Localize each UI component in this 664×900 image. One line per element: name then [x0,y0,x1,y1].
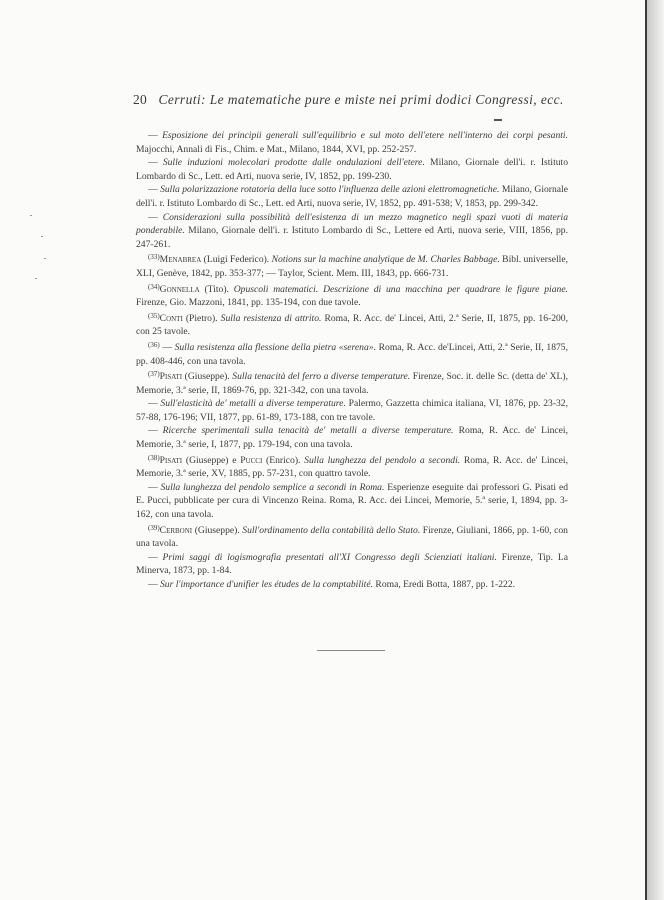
bibliography-entry [136,156,568,183]
entry-connector: — [148,157,163,169]
entry-title: Sur l'importance d'unifier les études de la comptabilité. [160,579,374,590]
entry-publication: Firenze, Giuliani, 1866, pp. 1-60, con una tavola. [136,524,568,550]
entry-publication: Milano, Giornale dell'i. r. Istituto Lombardo di Sc., Lettere ed Arti, nuova serie, VIII, 1856, pp. 247-261. [136,225,568,250]
entry-connector: — [148,579,160,590]
entry-title: Sull'ordinamento della contabilità dello Stato. [242,524,421,536]
entry-reference-number: (36) [148,340,160,349]
bibliography-entry [136,310,568,339]
running-title: Cerruti: Le matematiche pure e miste nei primi dodici Congressi, ecc. [158,92,564,107]
running-header [133,92,573,108]
entry-publication: Roma, R. Acc. de'Lincei, Atti, 2.ª Serie, II, 1875, pp. 408-446, con una tavola. [136,341,569,367]
entry-connector: (Enrico). [262,454,305,466]
entry-title: Sulla resistenza di attrito. [220,312,322,324]
entry-coauthor: Pucci [240,454,263,466]
entry-publication: Esperienze eseguite dai professori G. Pisati ed E. Pucci, pubblicate per cura di Vincenzo Reina. Roma, R. Acc. dei Lincei, Memorie, 5.ª serie, I, 1894, pp. 3-162, con una tavola. [136,481,569,521]
bibliography-entry [136,522,568,551]
page-number: 20 [133,92,147,107]
scan-speck [41,236,43,237]
bibliography-entry [136,183,568,210]
entry-title: Opuscoli matematici. Descrizione di una macchina per quadrare le figure piane. [233,283,568,295]
entry-author: Cerboni [159,524,193,536]
entry-connector: — [148,398,161,410]
entry-publication: Roma, R. Acc. de' Lincei, Atti, 2.ª Serie, II, 1875, pp. 16-200, con 25 tavole. [136,312,568,338]
entry-publication: Firenze, Soc. it. delle Sc. (detta de' XL), Memorie, 3.ª serie, II, 1869-76, pp. 321-342, con una tavola. [136,371,568,396]
entry-title: Sulla lunghezza del pendolo semplice a secondi in Roma. [160,481,385,493]
entry-title: Esposizione dei principii generali sull'equilibrio e sul moto dell'etere nell'interno dei corpi pesanti. [162,130,568,141]
entry-title: Sull'elasticità de' metalli a diverse temperature. [160,398,346,410]
page-shadow [647,0,664,900]
entry-title: Notions sur la machine analytique de M. Charles Babbage. [271,254,500,266]
bibliography-entry [136,368,568,397]
entry-connector: — [148,425,163,437]
entry-publication: Bibl. universelle, XLI, Genève, 1842, pp. 353-377; — Taylor, Scient. Mem. III, 1843, pp. 666-731. [136,254,568,279]
entry-connector: — [148,481,161,493]
entry-connector: (Giuseppe). [192,524,243,536]
entry-title: Considerazioni sulla possibilità dell'esistenza di un mezzo magnetico negli spazi vuoti di materia ponderabile. [136,211,568,237]
entry-reference-number: (38) [148,453,160,462]
entry-publication: Palermo, Gazzetta chimica italiana, VI, 1876, pp. 23-32, 57-88, 176-196; VII, 1877, pp. 61-89, 173-188, con tre tavole. [136,398,569,423]
entry-reference-number: (34) [148,282,160,291]
bibliography-list [136,129,568,592]
entry-publication: Firenze, Tip. La Minerva, 1873, pp. 1-84. [136,551,568,577]
entry-title: Sulle induzioni molecolari prodotte dalle ondulazioni dell'etere. [162,157,425,169]
entry-reference-number: (39) [148,523,160,532]
bibliography-entry [136,211,568,252]
entry-publication: Majocchi, Annali di Fis., Chim. e Mat., Milano, 1844, XVI, pp. 252-257. [136,143,417,155]
entry-connector: — [148,184,161,196]
entry-connector: (Luigi Federico). [201,254,272,266]
header-mark [494,119,502,121]
entry-publication: Roma, R. Acc. de' Lincei, Memorie, 3.ª serie, I, 1877, pp. 179-194, con una tavola. [136,425,568,451]
bibliography-entry [136,424,568,451]
entry-publication: Roma, R. Acc. de' Lincei, Memorie, 3.ª serie, XV, 1885, pp. 57-231, con quattro tavole. [136,454,568,480]
entry-title: Sulla resistenza alla flessione della pietra «serena». [174,341,376,353]
entry-title: Ricerche sperimentali sulla tenacità de' metalli a diverse temperature. [162,425,454,437]
entry-author: Conti [159,312,183,324]
scan-speck [35,278,37,279]
bibliography-entry [136,481,568,522]
bibliography-entry [136,578,568,592]
entry-title: Sulla polarizzazione rotatoria della luce sotto l'influenza delle azioni elettromagnetiche. [160,184,500,196]
entry-reference-number: (33) [148,253,160,262]
entry-connector: (Pietro). [182,312,221,324]
scan-speck [44,258,46,259]
bibliography-entry [136,452,568,481]
bibliography-entry [136,339,568,368]
entry-connector: (Giuseppe) e [182,454,241,466]
entry-reference-number: (37) [148,370,160,379]
bibliography-entry [136,397,568,424]
entry-publication: Milano, Giornale dell'i. r. Istituto Lombardo di Sc., Lett. ed Arti, nuova serie, IV, 1852, pp. 491-538; V, 1853, pp. 299-342. [136,184,568,209]
entry-author: Menabrea [159,254,202,266]
entry-reference-number: (35) [148,311,160,320]
entry-title: Primi saggi di logismografia presentati all'XI Congresso degli Scienziati italiani. [162,551,497,563]
entry-publication: Roma, Eredi Botta, 1887, pp. 1-222. [373,579,516,590]
bibliography-entry [136,251,568,280]
entry-connector: — [148,130,163,141]
entry-connector: — [159,341,175,353]
bibliography-entry [136,129,568,156]
entry-author: Pisati [159,371,183,383]
bibliography-entry [136,281,568,310]
entry-author: Gonnella [159,283,200,295]
entry-title: Sulla tenacità del ferro a diverse temperature. [232,371,411,383]
entry-author: Pisati [159,454,183,466]
entry-connector: — [148,551,163,563]
entry-publication: Milano, Giornale dell'i. r. Istituto Lombardo di Sc., Lett. ed Arti, nuova serie, IV, 1852, pp. 199-230. [136,157,568,182]
scan-speck [30,215,32,216]
entry-connector: (Giuseppe). [182,371,233,383]
bibliography-entry [136,551,568,578]
entry-connector: (Tito). [199,283,234,295]
entry-title: Sulla lunghezza del pendolo a secondi. [304,454,461,466]
entry-connector: — [148,211,163,223]
closing-rule [317,650,385,651]
entry-publication: Firenze, Gio. Mazzoni, 1841, pp. 135-194, con due tavole. [136,297,361,309]
